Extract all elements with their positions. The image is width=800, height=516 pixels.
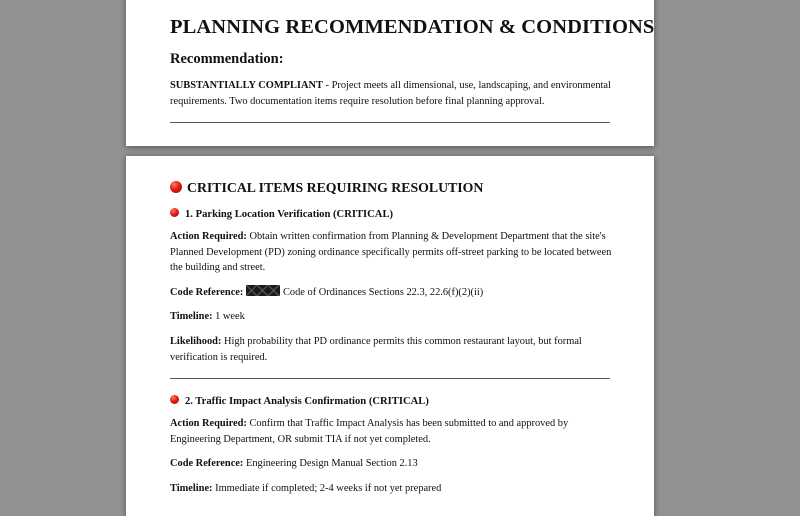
- item-1-timeline-text: 1 week: [212, 311, 245, 322]
- recommendation-text: - Project meets all dimensional, use, landscaping, and environmental requirements. Two documentation items require resolution before final planning approval.: [170, 80, 611, 107]
- item-1-code-text: Code of Ordinances Sections 22.3, 22.6(f)(2)(ii): [282, 287, 484, 298]
- item-1-code-reference: [170, 285, 612, 301]
- redaction-mark: [246, 285, 280, 296]
- item-1-timeline-label: Timeline:: [170, 311, 213, 322]
- red-circle-icon: [170, 395, 179, 404]
- divider: [170, 378, 610, 379]
- item-1-timeline: [170, 309, 612, 325]
- item-2-timeline-text: Immediate if completed; 2-4 weeks if not yet prepared: [212, 483, 442, 494]
- recommendation-status: SUBSTANTIALLY COMPLIANT: [170, 80, 323, 91]
- divider: [170, 122, 610, 123]
- item-1-action-text: Obtain written confirmation from Planning & Development Department that the site's Planned Development (PD) zoning ordinance specifically permits off-street parking to be located between the building and street.: [170, 231, 612, 273]
- item-2-timeline: [170, 481, 612, 497]
- item-1-likelihood-label: Likelihood:: [170, 336, 222, 347]
- critical-items-heading: [170, 180, 483, 196]
- item-2-title-text: 2. Traffic Impact Analysis Confirmation (CRITICAL): [185, 396, 429, 407]
- item-2-code-label: Code Reference:: [170, 458, 244, 469]
- red-circle-icon: [170, 181, 182, 193]
- item-1-action-label: Action Required:: [170, 231, 247, 242]
- document-page-2: [126, 156, 654, 516]
- item-1-likelihood-text: High probability that PD ordinance permits this common restaurant layout, but formal verification is required.: [170, 336, 582, 363]
- page-title: PLANNING RECOMMENDATION & CONDITIONS: [170, 16, 655, 38]
- item-2-action: [170, 416, 612, 447]
- item-2-code-reference: [170, 456, 612, 472]
- document-page-1: [126, 0, 654, 146]
- item-1-action: [170, 229, 612, 276]
- item-2-action-text: Confirm that Traffic Impact Analysis has been submitted to and approved by Engineering Department, OR submit TIA if not yet completed.: [170, 418, 569, 445]
- item-2-timeline-label: Timeline:: [170, 483, 213, 494]
- item-1-code-label: Code Reference:: [170, 287, 244, 298]
- critical-items-heading-text: CRITICAL ITEMS REQUIRING RESOLUTION: [187, 180, 484, 195]
- item-2-action-label: Action Required:: [170, 418, 247, 429]
- item-1-likelihood: [170, 334, 612, 365]
- item-1-title: [170, 209, 393, 220]
- item-2-title: [170, 396, 429, 407]
- recommendation-paragraph: [170, 78, 612, 109]
- item-1-title-text: 1. Parking Location Verification (CRITICAL): [185, 209, 394, 220]
- recommendation-heading: Recommendation:: [170, 51, 284, 67]
- red-circle-icon: [170, 208, 179, 217]
- item-2-code-text: Engineering Design Manual Section 2.13: [243, 458, 418, 469]
